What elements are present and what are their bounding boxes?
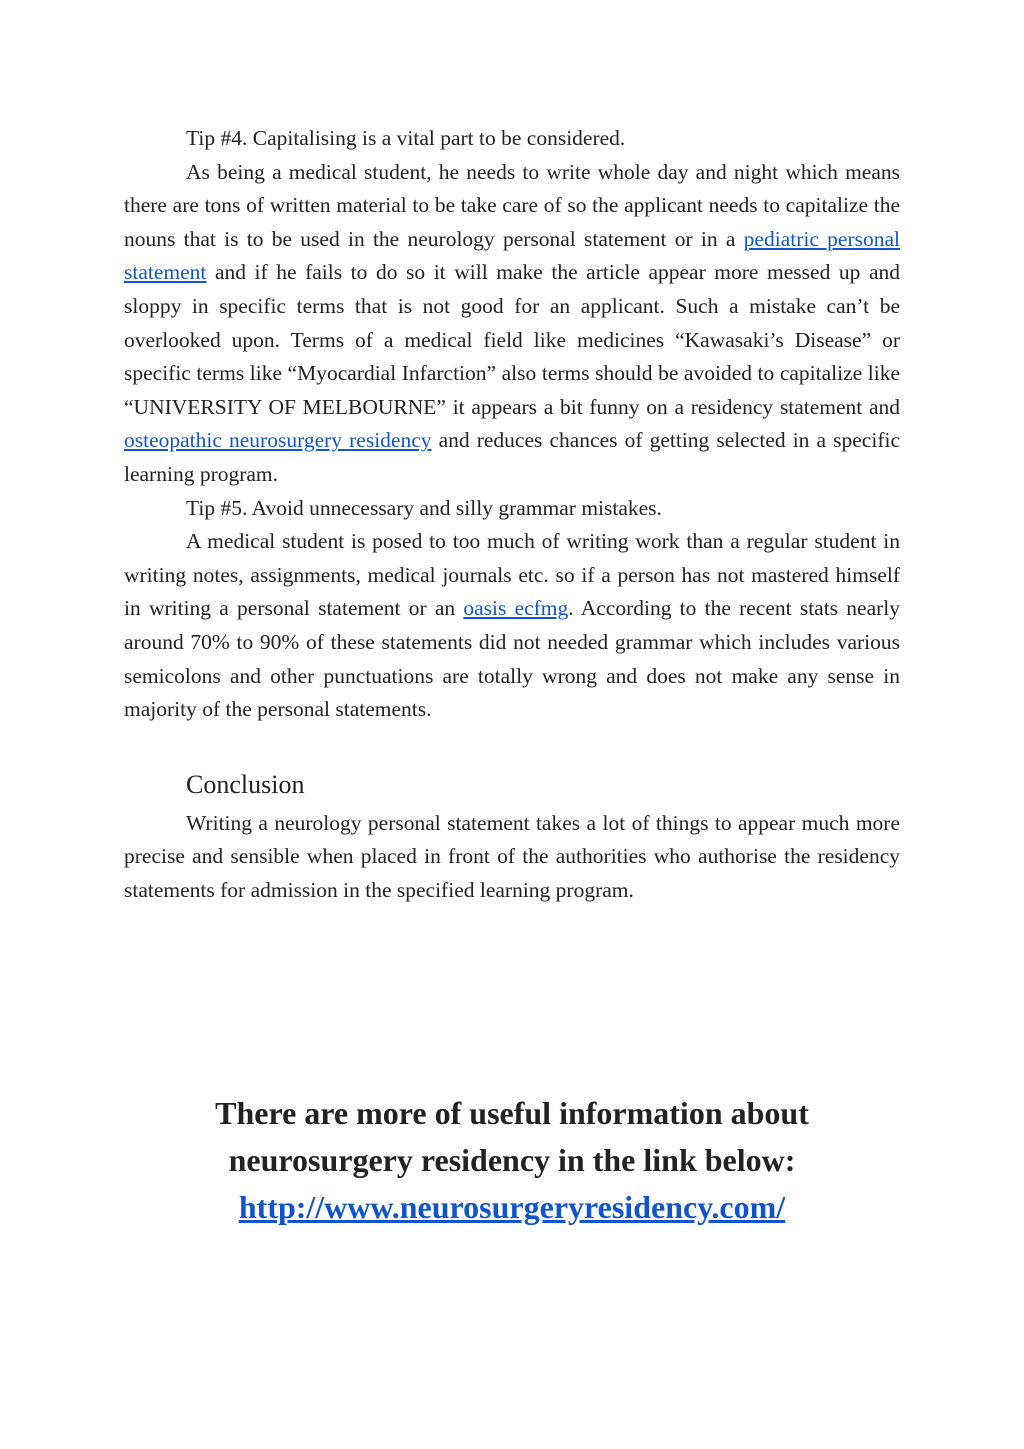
conclusion-paragraph: Writing a neurology personal statement takes a lot of things to appear much more precise and sensible when placed in front of the authorities who authorise the residency statements for admission in the specified learning program. [124, 810, 900, 902]
tip5-text-b: . According to the recent stats nearly around 70% to 90% of these statements did not needed grammar which includes various semicolons and other punctuations are totally wrong and does not make any sense in majority of the personal statements. [124, 596, 900, 722]
tip4-text-a: As being a medical student, he needs to write whole day and night which means there are tons of written material to be take care of so the applicant needs to capitalize the nouns that is to be used in the neurology personal statement or in a [124, 159, 900, 251]
conclusion-heading: Conclusion [186, 769, 305, 799]
neurosurgery-residency-url-link[interactable]: http://www.neurosurgeryresidency.com/ [238, 1189, 786, 1225]
osteopathic-neurosurgery-residency-link[interactable]: osteopathic neurosurgery residency [124, 428, 432, 453]
document-body [124, 122, 900, 907]
tip4-text-b: and if he fails to do so it will make the article appear more messed up and sloppy in specific terms that is not good for an applicant. Such a mistake can’t be overlooked upon. Terms of a medical field like medicines “Kawasaki’s Disease” or specific terms like “Myocardial Infarction” also terms should be avoided to capitalize like “UNIVERSITY OF MELBOURNE” it appears a bit funny on a residency statement and [124, 260, 900, 419]
tip4-title: Tip #4. Capitalising is a vital part to be considered. [186, 126, 626, 150]
tip4-text-c: and reduces chances of getting selected in a specific learning program. [124, 428, 900, 486]
pediatric-personal-statement-link[interactable]: pediatric personal statement [124, 226, 900, 285]
footer-callout [0, 1090, 1024, 1231]
oasis-ecfmg-link[interactable]: oasis ecfmg [463, 596, 569, 621]
tip5-paragraph [124, 525, 900, 727]
tip5-title: Tip #5. Avoid unnecessary and silly grammar mistakes. [186, 495, 662, 520]
footer-line-1: There are more of useful information about [215, 1095, 809, 1131]
tip4-paragraph [124, 156, 900, 492]
tip5-text-a: A medical student is posed to too much of writing work than a regular student in writing notes, assignments, medical journals etc. so if a person has not mastered himself in writing a personal statement or an [124, 529, 900, 621]
footer-line-2: neurosurgery residency in the link below: [228, 1142, 796, 1178]
